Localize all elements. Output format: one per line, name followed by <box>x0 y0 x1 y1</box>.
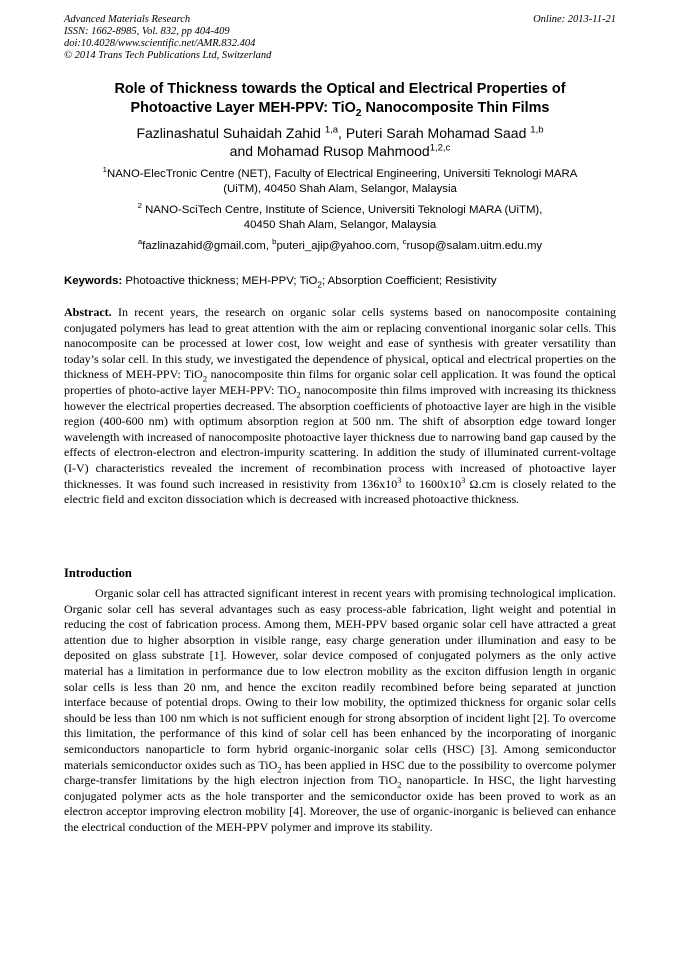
keywords-text-1: Photoactive thickness; MEH-PPV; TiO <box>122 275 318 287</box>
author-2-mark: 1,b <box>530 124 544 136</box>
abstract-sup-2: 3 <box>461 475 466 485</box>
author-3: and Mohamad Rusop Mahmood <box>229 143 430 159</box>
abstract <box>64 305 616 508</box>
introduction-heading: Introduction <box>64 566 132 580</box>
email-b: puteri_ajip@yahoo.com, <box>276 240 403 252</box>
abstract-part-3: nanocomposite thin films improved with increasing its thickness however the electrical properties decreased. The absorption coefficients of photoactive layer are high in the visible region (400-600 nm) with optimum absorption region at 500 nm. The shift of absorption edge toward longer wavelength with increased of nanocomposite photoactive layer thickness due to narrowing band gap caused by the effects of electron-electron and electron-impurity scattering. In addition the study of illuminated current-voltage (I-V) characteristics revealed the increment of recombination process with increased of photoactive layer thicknesses. It was found such increased in resistivity from 136x10 <box>64 382 617 491</box>
intro-sub-2: 2 <box>397 779 402 790</box>
intro-part-1: Organic solar cell has attracted significant interest in recent years with promising technological implication. Organic solar cell has several advantages such as easy process-able fabrication, light weight and potential in reducing the cost of fabrication process. Among them, MEH-PPV based organic solar cell have attracted a great attention due to higher absorption in visible range, easy charge generation under illumination and easy to be deposited on glass substrate [1]. However, solar device composed of conjugated polymers as the only active material has a limitation in performance due to low electron mobility as the exciton diffusion length in organic solar cells is less than 20 nm, and hence the exciton readily recombined before being separated at junction interface because of potential drops. Owing to their low mobility, the optimized thickness for organic solar cells should be less than 100 nm which is not sufficient enough for strong absorption of incident light [2]. To overcome this limitation, the performance of this kind of solar cell has been enhanced by the incorporating of inorganic semiconductors nanoparticle to form hybrid organic-inorganic solar cells (HSC) [3]. Among semiconductor materials semiconductor oxides such as TiO <box>64 586 616 772</box>
paper-title <box>64 80 616 118</box>
online-date: Online: 2013-11-21 <box>533 14 616 25</box>
journal-doi: doi:10.4028/www.scientific.net/AMR.832.404 <box>64 38 256 49</box>
abstract-part-1: In recent years, the research on organic solar cells systems based on nanocomposite containing conjugated polymers has lead to great attention with the aim or replacing conventional inorganic solar cells. This nanocomposite can be processed at lower cost, low weight and ease of synthesis with greater versatility than today’s solar cell. In this study, we investigated the dependence of physical, optical and electrical properties on the thickness of MEH-PPV: TiO <box>64 305 616 382</box>
keywords-subscript: 2 <box>317 280 322 290</box>
author-2: , Puteri Sarah Mohamad Saad <box>338 125 531 141</box>
abstract-sub-1: 2 <box>202 373 208 384</box>
title-line-1: Role of Thickness towards the Optical and Electrical Properties of <box>114 81 566 97</box>
email-c-mark: c <box>402 237 407 247</box>
author-3-mark: 1,2,c <box>429 142 451 154</box>
affiliation-2-line-1 <box>64 203 616 218</box>
keywords-label: Keywords: <box>64 275 123 287</box>
keywords <box>64 274 616 289</box>
affiliation-2 <box>64 203 616 233</box>
abstract-sup-1: 3 <box>397 475 402 485</box>
authors-line-1 <box>64 124 616 142</box>
intro-part-3: nanoparticle. In HSC, the light harvesting conjugated polymer acts as the hole transporter and the semiconductor oxide has been proved to work as an electron acceptor improving electron mobility [4]. Moreover, the use of organic-inorganic is believed can enhance the electrical conduction of the MEH-PPV polymer and improve its stability. <box>64 773 617 834</box>
author-list <box>64 124 616 160</box>
journal-issn: ISSN: 1662-8985, Vol. 832, pp 404-409 <box>64 26 230 37</box>
abstract-label: Abstract. <box>64 305 112 319</box>
affiliation-2-line-2: 40450 Shah Alam, Selangor, Malaysia <box>243 219 437 231</box>
abstract-part-5: Ω.cm is closely related to the electric field and exciton dissociation which is decreased with increased photoactive thickness. <box>64 476 617 507</box>
affiliation-2-mark: 2 <box>137 201 142 211</box>
abstract-sub-2: 2 <box>296 389 301 400</box>
abstract-part-4: to 1600x10 <box>401 476 462 491</box>
author-1: Fazlinashatul Suhaidah Zahid <box>136 125 325 141</box>
email-b-mark: b <box>272 237 277 247</box>
journal-name: Advanced Materials Research <box>64 14 191 25</box>
intro-sub-1: 2 <box>277 763 282 774</box>
author-emails <box>64 239 616 254</box>
keywords-text-2: ; Absorption Coefficient; Resistivity <box>321 275 497 287</box>
affiliation-1-line-1 <box>64 167 616 182</box>
title-subscript: 2 <box>355 107 362 119</box>
affiliation-1-text: NANO-ElecTronic Centre (NET), Faculty of Electrical Engineering, Universiti Teknologi MARA <box>106 168 578 180</box>
affiliation-1-line-2: (UiTM), 40450 Shah Alam, Selangor, Malaysia <box>223 183 457 195</box>
email-a: fazlinazahid@gmail.com, <box>142 240 273 252</box>
journal-header <box>64 14 616 62</box>
intro-part-2: has been applied in HSC due to the possibility to overcome polymer charge-transfer limitations by the high electron injection from TiO <box>64 757 617 788</box>
authors-line-2 <box>64 142 616 160</box>
abstract-part-2: nanocomposite thin films for organic solar cell application. It was found the optical properties of photo-active layer MEH-PPV: TiO <box>64 367 617 397</box>
title-line-2 <box>64 99 616 118</box>
affiliation-2-text: NANO-SciTech Centre, Institute of Science, Universiti Teknologi MARA (UiTM), <box>141 204 543 216</box>
title-line-2-part-a: Photoactive Layer MEH-PPV: TiO <box>130 100 356 116</box>
introduction-body <box>64 586 616 836</box>
journal-copyright: © 2014 Trans Tech Publications Ltd, Switzerland <box>64 50 272 61</box>
email-c: rusop@salam.uitm.edu.my <box>406 240 543 252</box>
title-line-2-part-b: Nanocomposite Thin Films <box>361 100 550 116</box>
affiliation-1 <box>64 167 616 197</box>
affiliation-1-mark: 1 <box>102 165 107 175</box>
email-a-mark: a <box>137 237 143 247</box>
author-1-mark: 1,a <box>324 124 339 136</box>
